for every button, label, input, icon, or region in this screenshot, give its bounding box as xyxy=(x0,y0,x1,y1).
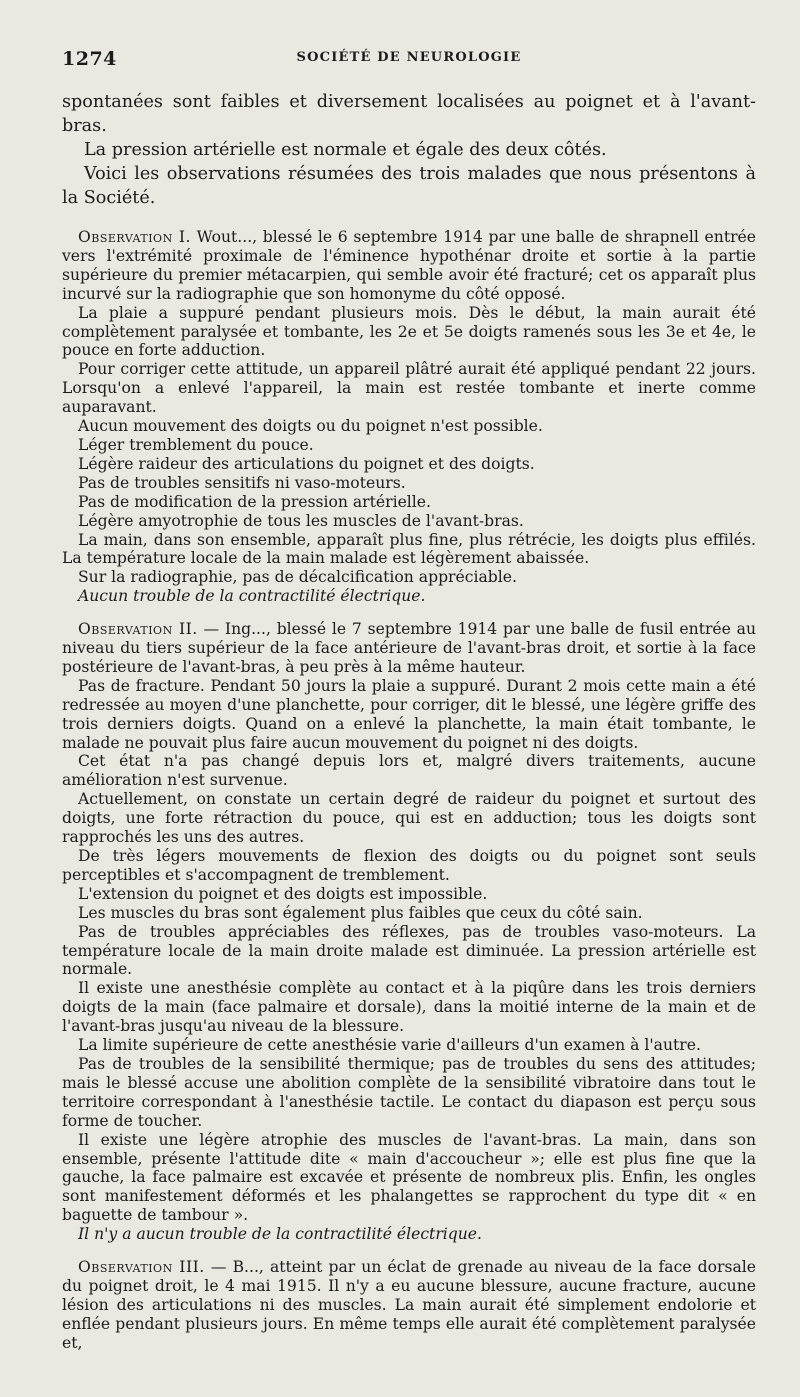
observation-paragraph: Léger tremblement du pouce. xyxy=(78,435,314,454)
intro-section xyxy=(62,90,756,210)
observation-paragraph: L'extension du poignet et des doigts est impossible. xyxy=(78,884,488,903)
observation-paragraph: Légère raideur des articulations du poignet et des doigts. xyxy=(78,454,535,473)
observation-paragraph: La plaie a suppuré pendant plusieurs mois. Dès le début, la main aurait été complètement paralysée et tombante, les 2e et 5e doigts ramenés sous les 3e et 4e, le pouce en forte adduction. xyxy=(62,303,756,360)
observation-paragraph: Actuellement, on constate un certain degré de raideur du poignet et surtout des doigts, une forte rétraction du pouce, qui est en adduction; tous les doigts sont rapprochés les uns des autres. xyxy=(62,790,756,847)
page-header xyxy=(62,44,756,74)
intro-line: spontanées sont faibles et diversement localisées au poignet et à l'avant-bras. xyxy=(62,92,756,136)
observation-paragraph: Les muscles du bras sont également plus faibles que ceux du côté sain. xyxy=(78,903,643,922)
running-head: SOCIÉTÉ DE NEUROLOGIE xyxy=(296,50,522,65)
observation-paragraph: Cet état n'a pas changé depuis lors et, malgré divers traitements, aucune amélioration n'est survenue. xyxy=(62,752,756,790)
observation-conclusion: Il n'y a aucun trouble de la contractilité électrique. xyxy=(78,1225,482,1244)
observation-paragraph: Sur la radiographie, pas de décalcification appréciable. xyxy=(78,568,517,587)
observation-paragraph: La limite supérieure de cette anesthésie varie d'ailleurs d'un examen à l'autre. xyxy=(78,1036,701,1055)
observation-label: Observation II. xyxy=(78,620,198,639)
intro-line: Voici les observations résumées des trois malades que nous présentons à la Société. xyxy=(62,164,756,208)
observation-3 xyxy=(62,1258,756,1353)
observation-paragraph: Aucun mouvement des doigts ou du poignet n'est possible. xyxy=(78,417,543,436)
observation-2 xyxy=(62,620,756,1244)
observation-paragraph: Pas de troubles de la sensibilité thermique; pas de troubles du sens des attitudes; mais le blessé accuse une abolition complète de la sensibilité vibratoire dans tout le territoire correspondant à l'anesthésie tactile. Le contact du diapason est perçu sous forme de toucher. xyxy=(62,1054,756,1130)
observation-paragraph: Pour corriger cette attitude, un appareil plâtré aurait été appliqué pendant 22 jours. Lorsqu'on a enlevé l'appareil, la main est restée tombante et inerte comme auparavant. xyxy=(62,360,756,417)
observation-paragraph: De très légers mouvements de flexion des doigts ou du poignet sont seuls perceptibles et s'accompagnent de tremblement. xyxy=(62,847,756,884)
observation-paragraph: Il existe une anesthésie complète au contact et à la piqûre dans les trois derniers doigts de la main (face palmaire et dorsale), dans la moitié interne de la main et de l'avant-bras jusqu'au niveau de la blessure. xyxy=(62,979,756,1036)
observation-paragraph xyxy=(62,620,756,677)
observation-label: Observation III. xyxy=(78,1258,205,1277)
observation-text: Wout..., blessé le 6 septembre 1914 par une balle de shrapnell entrée vers l'extrémité proximale de l'éminence hypothénar droite et sortie à la partie supérieure du premier métacarpien, qui semble avoir été fracturé; cet os apparaît plus incurvé sur la radiographie que son homonyme du côté opposé. xyxy=(62,228,756,303)
observation-paragraph: Pas de fracture. Pendant 50 jours la plaie a suppuré. Durant 2 mois cette main a été redressée au moyen d'une planchette, pour corriger, dit le blessé, une légère griffe des trois derniers doigts. Quand on a enlevé la planchette, la main était tombante, le malade ne pouvait plus faire aucun mouvement du poignet ni des doigts. xyxy=(62,676,756,752)
page-number: 1274 xyxy=(62,48,117,70)
observation-paragraph xyxy=(62,1258,756,1353)
observation-text: — B..., atteint par un éclat de grenade au niveau de la face dorsale du poignet droit, le 4 mai 1915. Il n'y a eu aucune blessure, aucune fracture, aucune lésion des articulations ni des muscles. La main aurait été simplement endolorie et enflée pendant plusieurs jours. En même temps elle aurait été complètement paralysée et, xyxy=(62,1258,756,1352)
observation-paragraph: Il existe une légère atrophie des muscles de l'avant-bras. La main, dans son ensemble, présente l'attitude dite « main d'accoucheur »; elle est plus fine que la gauche, la face palmaire est excavée et présente de nombreux plis. Enfin, les ongles sont manifestement déformés et les phalangettes se rapprochent du type dit « en baguette de tambour ». xyxy=(62,1130,756,1225)
observation-paragraph: Légère amyotrophie de tous les muscles de l'avant-bras. xyxy=(78,511,524,530)
intro-line: La pression artérielle est normale et égale des deux côtés. xyxy=(84,140,607,160)
observation-text: — Ing..., blessé le 7 septembre 1914 par une balle de fusil entrée au niveau du tiers supérieur de la face antérieure de l'avant-bras droit, et sortie à la face postérieure de l'avant-bras, à peu près à la même hauteur. xyxy=(62,620,756,676)
observation-paragraph: La main, dans son ensemble, apparaît plus fine, plus rétrécie, les doigts plus effilés. La température locale de la main malade est légèrement abaissée. xyxy=(62,530,756,568)
observation-label: Observation I. xyxy=(78,228,191,246)
observation-paragraph: Pas de troubles appréciables des réflexes, pas de troubles vaso-moteurs. La température locale de la main droite malade est diminuée. La pression artérielle est normale. xyxy=(62,922,756,979)
observation-1 xyxy=(62,228,756,606)
observation-paragraph xyxy=(62,228,756,304)
observation-paragraph: Pas de troubles sensitifs ni vaso-moteurs. xyxy=(78,473,406,492)
observation-paragraph: Pas de modification de la pression artérielle. xyxy=(78,492,431,511)
observation-conclusion: Aucun trouble de la contractilité électrique. xyxy=(78,587,426,606)
